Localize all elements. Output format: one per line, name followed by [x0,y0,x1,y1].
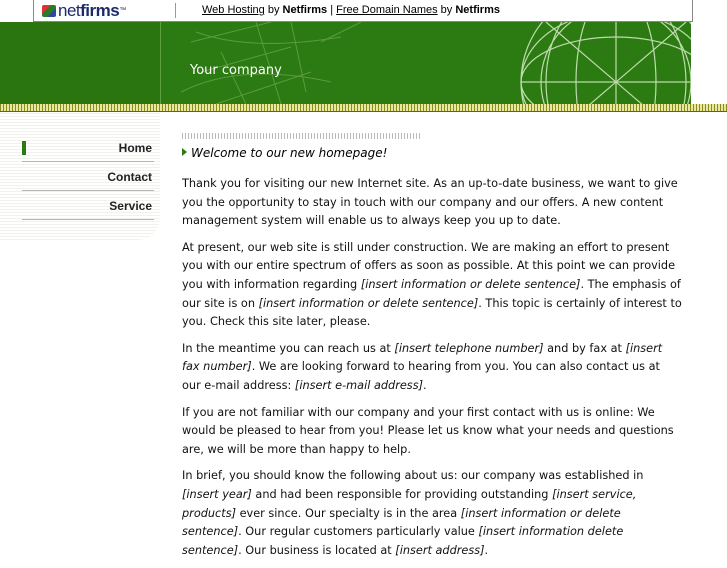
top-bar [33,0,693,22]
topbar-divider [175,3,176,18]
sidebar-item-label[interactable]: Contact [107,170,152,184]
sidebar-item-service[interactable] [22,192,154,220]
nav-divider [22,219,154,220]
banner-title: Your company [190,63,282,78]
dotted-rule [182,133,422,139]
link-separator: | [327,4,337,16]
main-content [182,133,682,568]
logo-text-net: net [58,1,81,20]
netfirms-brand-1: Netfirms [282,4,328,16]
by-text-1: by [264,4,283,16]
free-domain-names-link[interactable]: Free Domain Names [336,4,438,16]
header-banner [0,22,691,104]
topbar-links [202,4,500,16]
netfirms-logo-icon [42,5,56,17]
intro-paragraph: Thank you for visiting our new Internet site. As an up-to-date business, we want to give you the opportunity to stay in touch with our company and our offers. A new content management system will enable us to always keep you up to date. [182,177,678,228]
sidebar-item-home[interactable] [22,134,154,162]
sidebar-item-contact[interactable] [22,163,154,191]
sidebar-nav [0,112,160,240]
nav-divider [22,190,154,191]
construction-paragraph: At present, our web site is still under construction. We are making an effort to present you with our entire spectrum of offers as soon as possible. At this point we can provide you with information regarding [insert information or delete sentence]. The emphasis of our site is on [insert information or delete sentence]. This topic is certainly of interest to you. Check this site later, please. [182,240,682,329]
by-text-2: by [437,4,456,16]
logo-trademark: ™ [119,7,126,14]
active-item-marker [22,141,26,155]
nav-divider [22,161,154,162]
banner-right-margin [691,22,727,104]
netfirms-brand-2: Netfirms [455,4,500,16]
web-hosting-link[interactable]: Web Hosting [202,4,265,16]
banner-left-panel [0,22,160,104]
online-contact-paragraph: If you are not familiar with our company and your first contact with us is online: We would be pleased to hear from you! Please let us know what your needs and questions are, we will be more than happy to help. [182,405,674,456]
netfirms-logo[interactable] [42,3,126,19]
contact-paragraph: In the meantime you can reach us at [insert telephone number] and by fax at [insert fax number]. We are looking forward to hearing from you. You can also contact us at our e-mail address: [insert e-mail address]. [182,341,663,392]
logo-text-firms: firms [80,1,120,20]
sidebar-item-label[interactable]: Service [109,199,152,213]
page-heading: Welcome to our new homepage! [182,145,682,161]
about-paragraph: In brief, you should know the following about us: our company was established in [insert year] and had been responsible for providing outstanding [insert service, products] ever since. Our specialty is in the area [insert information or delete sentence]. Our regular customers particularly value [insert information delete sentence]. Our business is located at [insert address]. [182,469,644,557]
decorative-stripe [0,104,727,111]
sidebar-item-label[interactable]: Home [118,141,152,155]
